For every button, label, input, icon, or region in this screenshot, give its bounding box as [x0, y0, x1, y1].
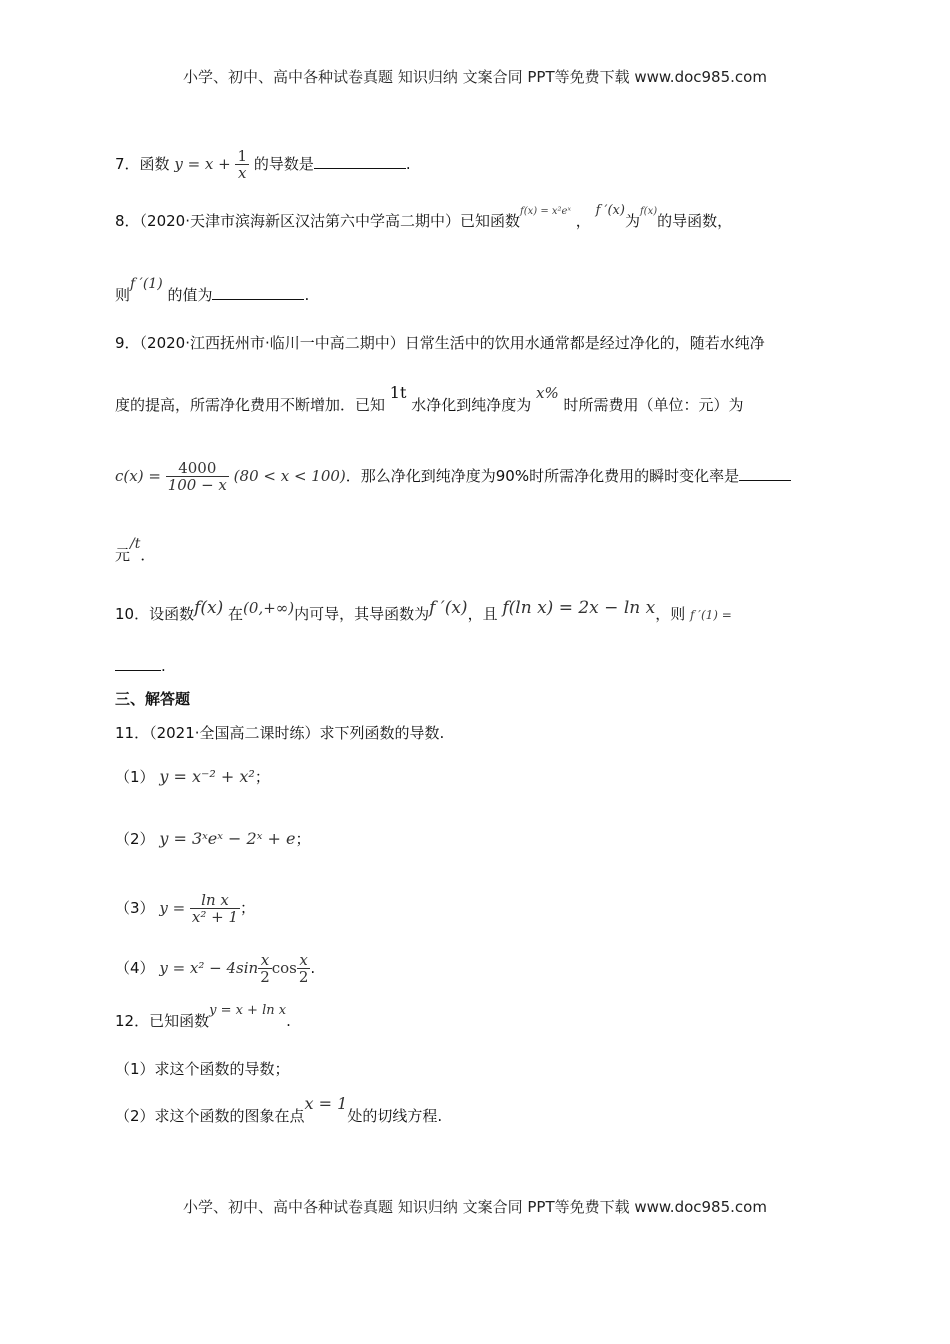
- q10-fpx: f ′(x): [429, 598, 468, 618]
- q10-fx: f(x): [194, 598, 224, 618]
- q9-frac-den: 100 − x: [167, 476, 227, 494]
- q9-answer-blank[interactable]: [739, 464, 791, 481]
- q9-range: (80 < x < 100): [233, 467, 346, 485]
- q8-fx2: f(x): [639, 206, 658, 217]
- section-title: 三、解答题: [115, 690, 191, 708]
- q11-p4-expr: y = x² − 4sin: [159, 959, 259, 977]
- page-footer: 小学、初中、高中各种试卷真题 知识归纳 文案合同 PPT等免费下载 www.doc985.com: [183, 1198, 767, 1216]
- q10-interval: (0,+∞): [243, 599, 295, 617]
- q10-mid: 内可导，其导函数为: [294, 605, 430, 623]
- q12-p2b: 处的切线方程.: [347, 1107, 443, 1125]
- q11-p3-label: （3）: [115, 899, 155, 917]
- q11-p2-expr: y = 3ˣeˣ − 2ˣ + e: [159, 829, 296, 848]
- q11-p4-frac1: [258, 952, 272, 985]
- q10-zai: 在: [228, 605, 244, 623]
- q12-title: 12．已知函数: [115, 1012, 210, 1030]
- q8-tail2: 的值为: [167, 286, 213, 304]
- q9-one-t: 1t: [389, 383, 407, 402]
- q10-label: 10．设函数: [115, 605, 195, 623]
- question-8-line2: [115, 276, 850, 307]
- q7-end: .: [405, 155, 411, 173]
- q10-end: .: [161, 657, 166, 675]
- question-9-line2: [115, 383, 850, 416]
- question-7: [115, 148, 850, 181]
- q11-p4-cos: cos: [271, 959, 297, 977]
- question-10: [115, 598, 850, 626]
- q7-fraction: [235, 148, 249, 181]
- q9-cx: c(x) =: [115, 467, 161, 485]
- q7-answer-blank[interactable]: [314, 152, 406, 169]
- q12-part1: （1）求这个函数的导数；: [115, 1060, 290, 1078]
- q7-label: 7．函数: [115, 155, 170, 173]
- q8-tail: 的导函数，: [657, 212, 733, 230]
- q8-end: .: [304, 286, 310, 304]
- q11-p4-d1: 2: [260, 968, 270, 986]
- q11-p3-fraction: [190, 892, 240, 925]
- q12-p2a: （2）求这个函数的图象在点: [115, 1107, 305, 1125]
- q10-eq: f(ln x) = 2x − ln x: [502, 598, 656, 618]
- question-10-line2: [115, 654, 850, 677]
- q10-ze: ，则: [655, 605, 686, 623]
- q11-p4-end: .: [310, 959, 316, 977]
- q9-l2a: 度的提高，所需净化费用不断增加．已知: [115, 396, 386, 414]
- q9-l3: ．那么净化到纯净度为90%时所需净化费用的瞬时变化率是: [345, 467, 740, 485]
- q7-frac-num: 1: [237, 147, 248, 165]
- q9-per-t: /t: [130, 536, 141, 552]
- question-12: [115, 1003, 850, 1034]
- q8-answer-blank[interactable]: [212, 283, 304, 300]
- q8-fp1: f ′(1): [130, 276, 163, 292]
- q11-p4-frac2: [297, 952, 311, 985]
- question-8: [115, 203, 850, 235]
- q11-p2-label: （2）: [115, 830, 155, 848]
- q11-part4: [115, 952, 850, 985]
- q11-part2: [115, 828, 850, 850]
- q11-p3-end: ；: [240, 899, 256, 917]
- question-11: 11．（2021·全国高二课时练）求下列函数的导数.: [115, 724, 445, 742]
- q8-label: 8．（2020·天津市滨海新区汉沽第六中学高二期中）已知函数: [115, 212, 520, 230]
- q11-p4-d2: 2: [298, 968, 309, 986]
- q11-p3-num: ln x: [190, 892, 240, 909]
- q11-part3: [115, 892, 850, 925]
- q12-part2: [115, 1094, 850, 1127]
- q7-function: y = x +: [174, 155, 231, 173]
- question-9-line4: [115, 536, 850, 567]
- q11-p4-label: （4）: [115, 959, 155, 977]
- q11-p3-y: y =: [159, 899, 186, 917]
- q10-answer-blank[interactable]: [115, 654, 161, 671]
- q7-frac-den: x: [238, 164, 247, 182]
- q9-l2b: 水净化到纯净度为: [411, 396, 532, 414]
- q11-p2-end: ；: [295, 830, 311, 848]
- question-9-line3: [115, 460, 850, 493]
- q11-p1-expr: y = x⁻² + x²: [159, 767, 255, 786]
- q11-p4-n1: x: [258, 952, 272, 969]
- q12-point: x = 1: [304, 1094, 348, 1113]
- q8-fx: f(x) = x²eˣ: [520, 206, 571, 217]
- q9-frac-num: 4000: [166, 460, 229, 477]
- q12-end: .: [286, 1012, 291, 1030]
- page-header: 小学、初中、高中各种试卷真题 知识归纳 文案合同 PPT等免费下载 www.doc985.com: [183, 68, 767, 86]
- q7-tail: 的导数是: [253, 155, 314, 173]
- q9-yuan: 元: [115, 546, 131, 564]
- q9-l2c: 时所需费用（单位：元）为: [563, 396, 744, 414]
- q8-fpx: f ′(x): [595, 203, 625, 218]
- q8-comma: ，: [575, 212, 591, 230]
- q11-p4-n2: x: [297, 952, 311, 969]
- question-9: 9．（2020·江西抚州市·临川一中高二期中）日常生活中的饮用水通常都是经过净化的，随若水纯净: [115, 334, 765, 352]
- q10-qie: ，且: [467, 605, 498, 623]
- q9-end: ．: [140, 546, 156, 564]
- q11-p1-label: （1）: [115, 768, 155, 786]
- q11-part1: [115, 766, 850, 788]
- q10-fp1: f ′(1) =: [690, 608, 732, 622]
- q11-p3-den: x² + 1: [191, 908, 239, 926]
- q9-fraction: [166, 460, 229, 493]
- q11-p1-end: ；: [254, 768, 270, 786]
- q12-func: y = x + ln x: [209, 1003, 287, 1018]
- q8-wei: 为: [624, 212, 640, 230]
- q9-xpct: x%: [535, 384, 559, 402]
- q8-ze: 则: [115, 286, 131, 304]
